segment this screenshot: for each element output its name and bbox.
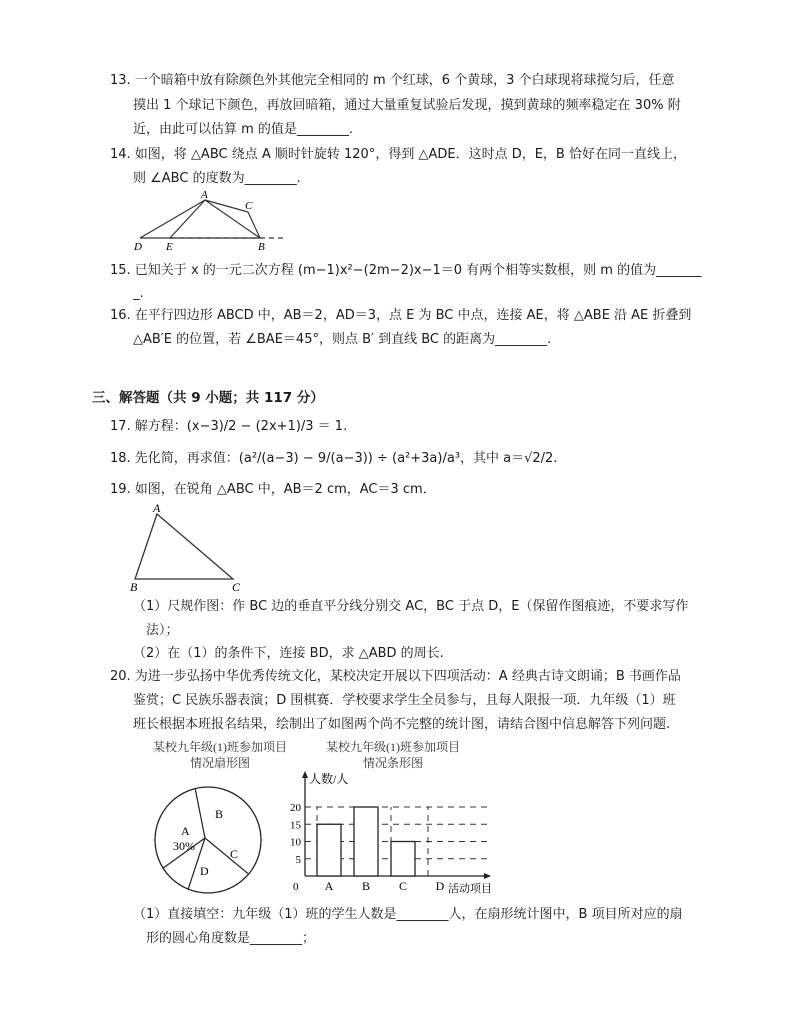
point-label-a: A bbox=[153, 502, 161, 515]
q20-line-1: 20. 为进一步弘扬中华优秀传统文化，某校决定开展以下四项活动：A 经典古诗文朗诵；B 书画作品 bbox=[110, 669, 681, 684]
pie-label-a-percent: 30% bbox=[173, 839, 195, 853]
y-tick-label-10: 10 bbox=[290, 836, 301, 849]
q15-line-2: _. bbox=[133, 286, 144, 301]
q14-figure bbox=[130, 188, 290, 254]
x-tick-label-b: B bbox=[361, 879, 371, 893]
pie-title-line-2: 情况扇形图 bbox=[189, 756, 250, 770]
x-axis-arrow bbox=[484, 873, 491, 879]
pie-label-b: B bbox=[215, 807, 224, 821]
bar-a bbox=[317, 824, 341, 876]
pie-slice-boundary-b bbox=[195, 789, 205, 838]
bar-c bbox=[391, 842, 415, 877]
q19-part1-line-2: 法）； bbox=[146, 623, 179, 638]
point-label-b: B bbox=[258, 241, 265, 253]
y-tick-label-15: 15 bbox=[290, 819, 301, 832]
q16-line-2: △AB′E 的位置，若 ∠BAE＝45°，则点 B′ 到直线 BC 的距离为________. bbox=[133, 332, 552, 347]
pie-label-d: D bbox=[200, 864, 209, 878]
q15-line-1: 15. 已知关于 x 的一元二次方程 (m−1)x²−(2m−2)x−1＝0 有两个相等实数根，则 m 的值为_______ bbox=[110, 263, 702, 278]
y-axis-arrow bbox=[302, 771, 308, 778]
bar-title-line-2: 情况条形图 bbox=[362, 756, 423, 770]
q16-line-1: 16. 在平行四边形 ABCD 中，AB＝2，AD＝3，点 E 为 BC 中点，连接 AE，将 △ABE 沿 AE 折叠到 bbox=[110, 308, 692, 323]
q13-line-3: 近，由此可以估算 m 的值是________. bbox=[133, 122, 354, 137]
q19-part1-line-1: （1）尺规作图：作 BC 边的垂直平分线分别交 AC，BC 于点 D，E（保留作图痕迹，不要求写作 bbox=[133, 599, 689, 614]
bar-title-line-1: 某校九年级(1)班参加项目 bbox=[326, 740, 460, 754]
segment-ae bbox=[170, 200, 205, 238]
x-tick-label-c: C bbox=[398, 879, 408, 893]
point-label-a: A bbox=[201, 189, 208, 201]
q14-line-2: 则 ∠ABC 的度数为________. bbox=[133, 171, 301, 186]
pie-chart bbox=[150, 780, 275, 900]
y-tick-label-20: 20 bbox=[290, 802, 301, 814]
q13-line-1: 13. 一个暗箱中放有除颜色外其他完全相同的 m 个红球，6 个黄球，3 个白球现将球搅匀后，任意 bbox=[110, 73, 675, 88]
point-label-d: D bbox=[134, 241, 142, 253]
x-axis-label: 活动项目 bbox=[448, 883, 492, 895]
x-tick-label-a: A bbox=[324, 879, 334, 893]
bar-chart bbox=[285, 768, 515, 900]
q17-line: 17. 解方程：(x−3)/2 − (2x+1)/3 ＝ 1. bbox=[110, 419, 348, 434]
q14-line-1: 14. 如图，将 △ABC 绕点 A 顺时针旋转 120°，得到 △ADE．这时点 D，E，B 恰好在同一直线上， bbox=[110, 147, 686, 162]
pie-label-a: A bbox=[181, 824, 190, 838]
pie-slice-boundary-c bbox=[205, 838, 249, 874]
y-tick-label-5: 5 bbox=[295, 853, 301, 866]
point-label-b: B bbox=[130, 580, 138, 594]
origin-label: 0 bbox=[293, 881, 299, 893]
q19-triangle-figure bbox=[125, 502, 250, 594]
q20-part1-line-1: （1）直接填空：九年级（1）班的学生人数是________人，在扇形统计图中，B 项目所对应的扇 bbox=[133, 907, 683, 922]
x-tick-label-d: D bbox=[435, 879, 445, 893]
q20-line-2: 鉴赏；C 民族乐器表演；D 围棋赛．学校要求学生全员参与，且每人限报一项．九年级（1）班 bbox=[133, 693, 676, 708]
point-label-c: C bbox=[245, 200, 253, 212]
section-3-title: 三、解答题（共 9 小题；共 117 分） bbox=[92, 390, 324, 406]
segment-ad bbox=[140, 200, 205, 238]
segment-ac bbox=[205, 200, 248, 212]
y-axis-label: 人数/人 bbox=[309, 772, 349, 786]
pie-label-c: C bbox=[230, 847, 239, 861]
q18-line: 18. 先化简，再求值：(a²/(a−3) − 9/(a−3)) ÷ (a²+3a)/a³，其中 a＝√2/2. bbox=[110, 451, 558, 466]
point-label-e: E bbox=[166, 241, 173, 253]
point-label-c: C bbox=[232, 580, 241, 594]
q19-part2-line: （2）在（1）的条件下，连接 BD，求 △ABD 的周长. bbox=[133, 646, 444, 661]
q13-line-2: 摸出 1 个球记下颜色，再放回暗箱，通过大量重复试验后发现，摸到黄球的频率稳定在 30% 附 bbox=[133, 98, 681, 113]
triangle-abc bbox=[135, 514, 233, 579]
bar-b bbox=[354, 807, 378, 876]
q20-part1-line-2: 形的圆心角度数是________； bbox=[146, 931, 316, 946]
q19-line-1: 19. 如图，在锐角 △ABC 中，AB＝2 cm，AC＝3 cm． bbox=[110, 482, 436, 497]
pie-title-line-1: 某校九年级(1)班参加项目 bbox=[153, 740, 287, 754]
q20-line-3: 班长根据本班报名结果，绘制出了如图两个尚不完整的统计图，请结合图中信息解答下列问题. bbox=[133, 717, 671, 732]
